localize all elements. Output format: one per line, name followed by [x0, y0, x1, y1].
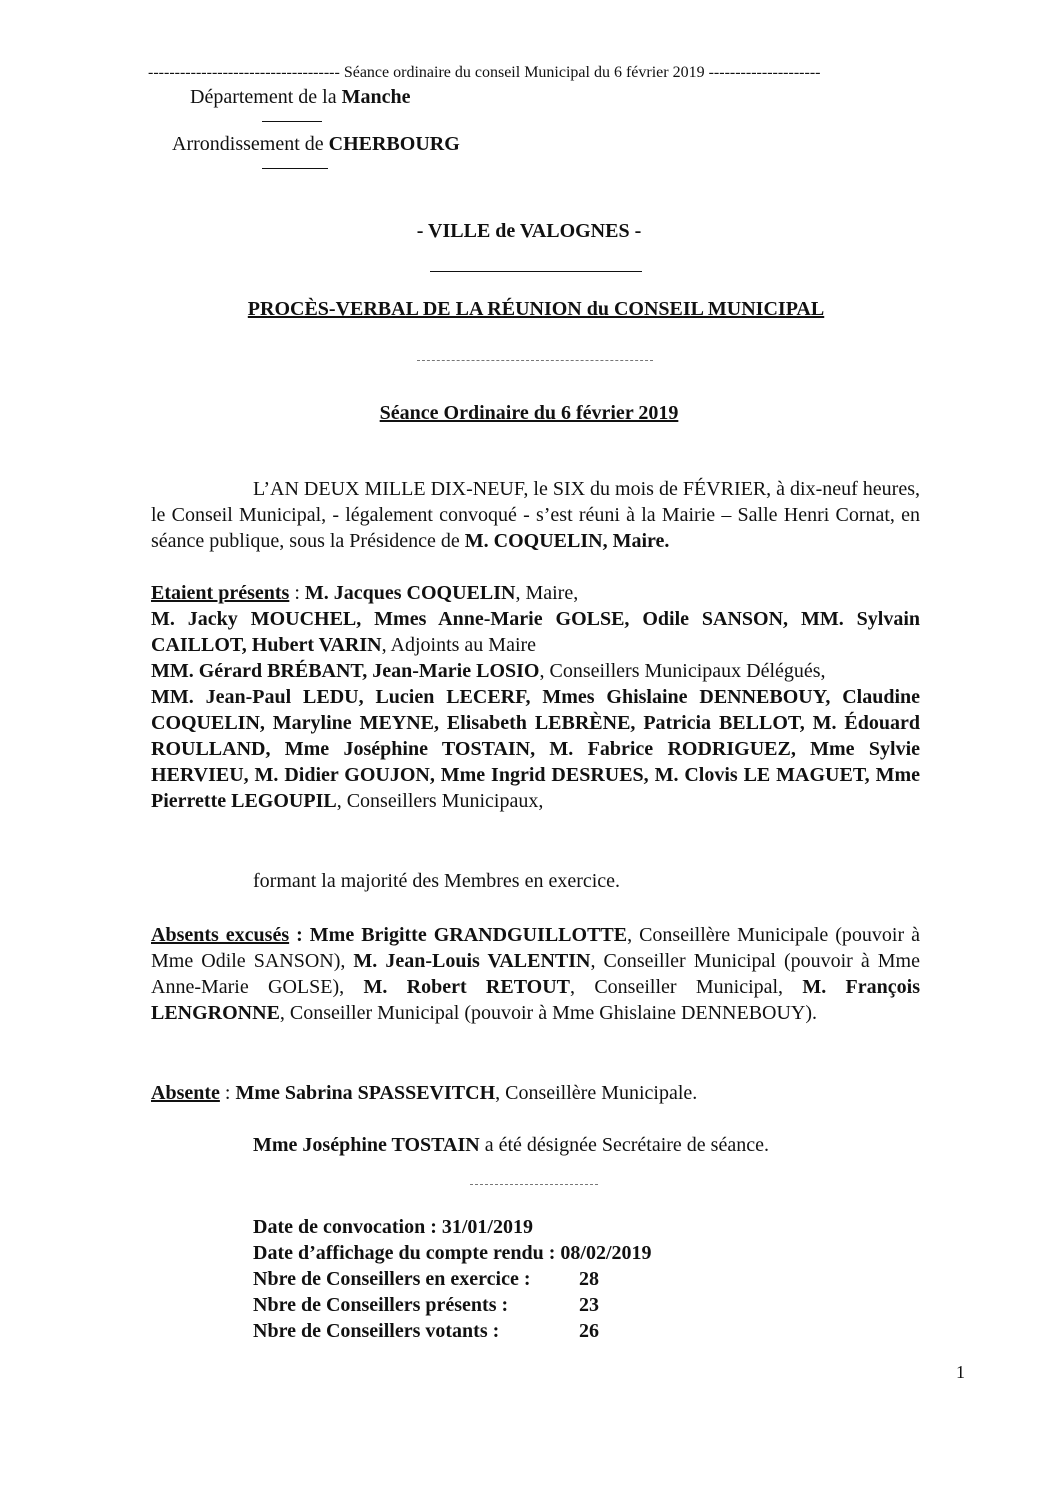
maire-role: , Maire,: [515, 582, 579, 604]
absent-detail: , Conseiller Municipal,: [570, 976, 803, 998]
dashed-divider: [470, 1184, 598, 1185]
absent-detail: , Conseiller Municipal (pouvoir à Mme Anne-Marie GOLSE),: [151, 950, 920, 998]
adjoints-role: , Adjoints au Maire: [381, 634, 537, 656]
absent-name: M. François LENGRONNE: [151, 976, 920, 1024]
stat-label: Nbre de Conseillers votants :: [253, 1320, 500, 1342]
running-header: ------------------------------------ Séance ordinaire du conseil Municipal du 6 février 2019 ---------------------: [148, 64, 821, 81]
adjoints-names: M. Jacky MOUCHEL, Mmes Anne-Marie GOLSE, Odile SANSON, MM. Sylvain CAILLOT, Hubert VARIN: [151, 608, 920, 656]
stat-label: Nbre de Conseillers en exercice :: [253, 1268, 531, 1290]
intro-text: L’AN DEUX MILLE DIX-NEUF, le SIX du mois de FÉVRIER, à dix-neuf heures, le Conseil Municipal, - légalement convoqué - s’est réuni à la Mairie – Salle Henri Cornat, en séance publique, sous la Présidence de: [151, 478, 921, 552]
arrondissement-line: [172, 133, 460, 156]
divider: [430, 271, 642, 272]
absents-excuses-separator: :: [289, 924, 310, 946]
stat-exercice: [253, 1266, 653, 1292]
departement-line: [190, 86, 410, 109]
proces-verbal-title: PROCÈS-VERBAL DE LA RÉUNION du CONSEIL MUNICIPAL: [247, 298, 825, 320]
presents-line-delegues: [151, 658, 920, 684]
absent-name: M. Robert RETOUT: [363, 976, 571, 998]
presents-separator: :: [289, 582, 305, 604]
absente-line: [151, 1082, 697, 1105]
date-affichage: Date d’affichage du compte rendu : 08/02/2019: [253, 1242, 652, 1264]
divider: [262, 168, 328, 169]
conseillers-role: , Conseillers Municipaux,: [336, 790, 544, 812]
absente-label: Absente: [151, 1082, 220, 1104]
absent-detail: , Conseiller Municipal (pouvoir à Mme Ghislaine DENNEBOUY).: [279, 1002, 818, 1024]
secretaire-text: a été désignée Secrétaire de séance.: [479, 1134, 769, 1156]
conseillers-names: MM. Jean-Paul LEDU, Lucien LECERF, Mmes Ghislaine DENNEBOUY, Claudine COQUELIN, Maryline MEYNE, Elisabeth LEBRÈNE, Patricia BELLOT, M. Édouard ROULLAND, Mme Joséphine TOSTAIN, M. Fabrice RODRIGUEZ, Mme Sylvie HERVIEU, M. Didier GOUJON, Mme Ingrid DESRUES, M. Clovis LE MAGUET, Mme Pierrette LEGOUPIL: [151, 686, 920, 812]
seance-title: Séance Ordinaire du 6 février 2019: [379, 402, 679, 424]
stat-value: 23: [579, 1294, 599, 1316]
presents-line-maire: [151, 580, 920, 606]
presents-label: Etaient présents: [151, 582, 290, 604]
presents-section: [151, 580, 920, 814]
president-name: M. COQUELIN, Maire.: [464, 530, 670, 552]
absents-excuses-label: Absents excusés: [151, 924, 290, 946]
delegues-names: MM. Gérard BRÉBANT, Jean-Marie LOSIO: [151, 660, 540, 682]
ville-title: - VILLE de VALOGNES -: [416, 220, 642, 242]
stat-label: Nbre de Conseillers présents :: [253, 1294, 509, 1316]
absent-name: Mme Brigitte GRANDGUILLOTTE: [309, 924, 628, 946]
departement-name: Manche: [341, 86, 411, 108]
maire-name: M. Jacques COQUELIN: [304, 582, 516, 604]
page-number: 1: [956, 1362, 965, 1382]
arrondissement-prefix: Arrondissement de: [172, 133, 329, 155]
stat-value: 26: [579, 1320, 599, 1342]
absent-name: M. Jean-Louis VALENTIN: [353, 950, 591, 972]
secretaire-name: Mme Joséphine TOSTAIN: [253, 1134, 480, 1156]
delegues-role: , Conseillers Municipaux Délégués,: [539, 660, 826, 682]
absent-detail: , Conseillère Municipale (pouvoir à Mme Odile SANSON),: [151, 924, 921, 972]
majorite-line: formant la majorité des Membres en exercice.: [253, 870, 621, 892]
stat-votants: [253, 1318, 653, 1344]
divider: [262, 121, 322, 122]
intro-paragraph: [151, 476, 920, 554]
date-convocation: Date de convocation : 31/01/2019: [253, 1216, 533, 1238]
absente-separator: :: [219, 1082, 236, 1104]
dashed-divider: [417, 360, 653, 361]
stat-value: 28: [579, 1268, 599, 1290]
absente-name: Mme Sabrina SPASSEVITCH: [235, 1082, 496, 1104]
presents-line-adjoints: [151, 606, 920, 658]
stat-presents: [253, 1292, 653, 1318]
secretaire-line: [253, 1134, 769, 1157]
presents-line-conseillers: [151, 684, 920, 814]
absente-role: , Conseillère Municipale.: [495, 1082, 698, 1104]
absents-excuses-section: [151, 922, 920, 1026]
arrondissement-name: CHERBOURG: [328, 133, 460, 155]
departement-prefix: Département de la: [190, 86, 342, 108]
